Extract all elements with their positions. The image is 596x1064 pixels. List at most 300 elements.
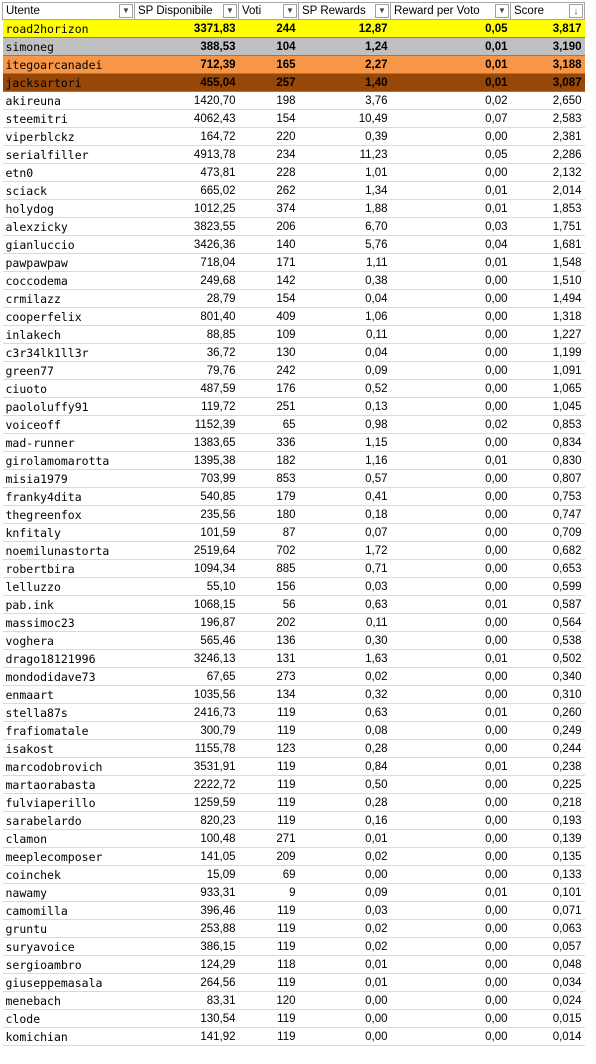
cell-rewards[interactable]: 1,16 xyxy=(299,452,391,470)
cell-score[interactable]: 0,747 xyxy=(511,506,585,524)
cell-rewards[interactable]: 0,98 xyxy=(299,416,391,434)
cell-voti[interactable]: 251 xyxy=(239,398,299,416)
cell-score[interactable]: 0,034 xyxy=(511,974,585,992)
cell-user[interactable]: ciuoto xyxy=(3,380,135,398)
cell-voti[interactable]: 130 xyxy=(239,344,299,362)
cell-rpv[interactable]: 0,00 xyxy=(391,938,511,956)
cell-score[interactable]: 0,249 xyxy=(511,722,585,740)
cell-rpv[interactable]: 0,01 xyxy=(391,650,511,668)
cell-sp[interactable]: 1152,39 xyxy=(135,416,239,434)
cell-sp[interactable]: 130,54 xyxy=(135,1010,239,1028)
cell-voti[interactable]: 119 xyxy=(239,1028,299,1046)
cell-score[interactable]: 0,260 xyxy=(511,704,585,722)
cell-sp[interactable]: 249,68 xyxy=(135,272,239,290)
cell-rewards[interactable]: 11,23 xyxy=(299,146,391,164)
cell-voti[interactable]: 202 xyxy=(239,614,299,632)
cell-rpv[interactable]: 0,00 xyxy=(391,1028,511,1046)
cell-rewards[interactable]: 0,01 xyxy=(299,956,391,974)
cell-voti[interactable]: 118 xyxy=(239,956,299,974)
cell-rewards[interactable]: 1,06 xyxy=(299,308,391,326)
cell-score[interactable]: 0,193 xyxy=(511,812,585,830)
cell-voti[interactable]: 9 xyxy=(239,884,299,902)
cell-voti[interactable]: 336 xyxy=(239,434,299,452)
cell-rpv[interactable]: 0,01 xyxy=(391,596,511,614)
cell-sp[interactable]: 1420,70 xyxy=(135,92,239,110)
cell-rpv[interactable]: 0,01 xyxy=(391,182,511,200)
cell-user[interactable]: serialfiller xyxy=(3,146,135,164)
cell-sp[interactable]: 119,72 xyxy=(135,398,239,416)
cell-rpv[interactable]: 0,01 xyxy=(391,254,511,272)
cell-rewards[interactable]: 2,27 xyxy=(299,56,391,74)
cell-user[interactable]: c3r34lk1ll3r xyxy=(3,344,135,362)
cell-rpv[interactable]: 0,00 xyxy=(391,128,511,146)
cell-voti[interactable]: 273 xyxy=(239,668,299,686)
cell-score[interactable]: 2,014 xyxy=(511,182,585,200)
cell-sp[interactable]: 100,48 xyxy=(135,830,239,848)
cell-score[interactable]: 1,091 xyxy=(511,362,585,380)
cell-voti[interactable]: 176 xyxy=(239,380,299,398)
cell-rewards[interactable]: 1,15 xyxy=(299,434,391,452)
cell-rewards[interactable]: 1,40 xyxy=(299,74,391,92)
cell-score[interactable]: 3,190 xyxy=(511,38,585,56)
cell-rpv[interactable]: 0,00 xyxy=(391,776,511,794)
cell-score[interactable]: 0,135 xyxy=(511,848,585,866)
cell-score[interactable]: 2,650 xyxy=(511,92,585,110)
cell-score[interactable]: 0,599 xyxy=(511,578,585,596)
cell-rewards[interactable]: 0,39 xyxy=(299,128,391,146)
cell-voti[interactable]: 104 xyxy=(239,38,299,56)
cell-sp[interactable]: 28,79 xyxy=(135,290,239,308)
cell-rewards[interactable]: 0,01 xyxy=(299,974,391,992)
cell-score[interactable]: 1,853 xyxy=(511,200,585,218)
cell-user[interactable]: alexzicky xyxy=(3,218,135,236)
cell-voti[interactable]: 119 xyxy=(239,938,299,956)
cell-rpv[interactable]: 0,00 xyxy=(391,542,511,560)
cell-sp[interactable]: 253,88 xyxy=(135,920,239,938)
cell-voti[interactable]: 142 xyxy=(239,272,299,290)
cell-score[interactable]: 0,024 xyxy=(511,992,585,1010)
cell-rewards[interactable]: 1,88 xyxy=(299,200,391,218)
cell-user[interactable]: itegoarcanadei xyxy=(3,56,135,74)
cell-score[interactable]: 0,587 xyxy=(511,596,585,614)
cell-score[interactable]: 0,071 xyxy=(511,902,585,920)
cell-score[interactable]: 0,807 xyxy=(511,470,585,488)
cell-sp[interactable]: 164,72 xyxy=(135,128,239,146)
cell-voti[interactable]: 140 xyxy=(239,236,299,254)
cell-rpv[interactable]: 0,03 xyxy=(391,218,511,236)
cell-user[interactable]: knfitaly xyxy=(3,524,135,542)
cell-score[interactable]: 0,048 xyxy=(511,956,585,974)
cell-sp[interactable]: 396,46 xyxy=(135,902,239,920)
cell-user[interactable]: holydog xyxy=(3,200,135,218)
cell-score[interactable]: 0,502 xyxy=(511,650,585,668)
cell-user[interactable]: stella87s xyxy=(3,704,135,722)
filter-dropdown-icon[interactable]: ▼ xyxy=(119,4,133,18)
cell-rewards[interactable]: 0,71 xyxy=(299,560,391,578)
cell-voti[interactable]: 87 xyxy=(239,524,299,542)
cell-sp[interactable]: 2519,64 xyxy=(135,542,239,560)
cell-score[interactable]: 0,753 xyxy=(511,488,585,506)
cell-voti[interactable]: 119 xyxy=(239,758,299,776)
cell-score[interactable]: 0,538 xyxy=(511,632,585,650)
cell-sp[interactable]: 4913,78 xyxy=(135,146,239,164)
cell-score[interactable]: 2,381 xyxy=(511,128,585,146)
cell-user[interactable]: road2horizon xyxy=(3,20,135,38)
cell-sp[interactable]: 2222,72 xyxy=(135,776,239,794)
cell-sp[interactable]: 386,15 xyxy=(135,938,239,956)
cell-score[interactable]: 2,583 xyxy=(511,110,585,128)
cell-score[interactable]: 1,548 xyxy=(511,254,585,272)
cell-user[interactable]: komichian xyxy=(3,1028,135,1046)
cell-score[interactable]: 2,132 xyxy=(511,164,585,182)
cell-sp[interactable]: 196,87 xyxy=(135,614,239,632)
cell-sp[interactable]: 79,76 xyxy=(135,362,239,380)
cell-score[interactable]: 1,227 xyxy=(511,326,585,344)
cell-voti[interactable]: 228 xyxy=(239,164,299,182)
cell-user[interactable]: drago18121996 xyxy=(3,650,135,668)
cell-rpv[interactable]: 0,00 xyxy=(391,578,511,596)
cell-sp[interactable]: 388,53 xyxy=(135,38,239,56)
cell-rewards[interactable]: 1,34 xyxy=(299,182,391,200)
cell-user[interactable]: simoneg xyxy=(3,38,135,56)
cell-rpv[interactable]: 0,00 xyxy=(391,362,511,380)
cell-rewards[interactable]: 10,49 xyxy=(299,110,391,128)
cell-rpv[interactable]: 0,00 xyxy=(391,506,511,524)
cell-user[interactable]: giuseppemasala xyxy=(3,974,135,992)
cell-voti[interactable]: 220 xyxy=(239,128,299,146)
cell-voti[interactable]: 65 xyxy=(239,416,299,434)
cell-user[interactable]: jacksartori xyxy=(3,74,135,92)
cell-sp[interactable]: 300,79 xyxy=(135,722,239,740)
cell-rpv[interactable]: 0,00 xyxy=(391,560,511,578)
cell-sp[interactable]: 3371,83 xyxy=(135,20,239,38)
cell-user[interactable]: crmilazz xyxy=(3,290,135,308)
cell-score[interactable]: 1,045 xyxy=(511,398,585,416)
cell-voti[interactable]: 853 xyxy=(239,470,299,488)
cell-rewards[interactable]: 1,11 xyxy=(299,254,391,272)
cell-rewards[interactable]: 0,16 xyxy=(299,812,391,830)
cell-rpv[interactable]: 0,00 xyxy=(391,614,511,632)
cell-rpv[interactable]: 0,00 xyxy=(391,830,511,848)
cell-user[interactable]: sciack xyxy=(3,182,135,200)
cell-sp[interactable]: 4062,43 xyxy=(135,110,239,128)
cell-sp[interactable]: 264,56 xyxy=(135,974,239,992)
cell-rewards[interactable]: 0,50 xyxy=(299,776,391,794)
cell-score[interactable]: 0,682 xyxy=(511,542,585,560)
cell-sp[interactable]: 487,59 xyxy=(135,380,239,398)
cell-user[interactable]: fulviaperillo xyxy=(3,794,135,812)
cell-user[interactable]: thegreenfox xyxy=(3,506,135,524)
cell-user[interactable]: misia1979 xyxy=(3,470,135,488)
cell-voti[interactable]: 206 xyxy=(239,218,299,236)
cell-score[interactable]: 1,751 xyxy=(511,218,585,236)
cell-rpv[interactable]: 0,00 xyxy=(391,326,511,344)
cell-user[interactable]: clamon xyxy=(3,830,135,848)
cell-voti[interactable]: 156 xyxy=(239,578,299,596)
cell-rewards[interactable]: 0,03 xyxy=(299,902,391,920)
cell-voti[interactable]: 119 xyxy=(239,920,299,938)
cell-rpv[interactable]: 0,00 xyxy=(391,1010,511,1028)
cell-rewards[interactable]: 0,52 xyxy=(299,380,391,398)
cell-sp[interactable]: 665,02 xyxy=(135,182,239,200)
cell-rewards[interactable]: 1,63 xyxy=(299,650,391,668)
cell-voti[interactable]: 209 xyxy=(239,848,299,866)
cell-user[interactable]: paololuffy91 xyxy=(3,398,135,416)
cell-score[interactable]: 0,015 xyxy=(511,1010,585,1028)
cell-user[interactable]: martaorabasta xyxy=(3,776,135,794)
cell-score[interactable]: 1,065 xyxy=(511,380,585,398)
cell-sp[interactable]: 801,40 xyxy=(135,308,239,326)
filter-dropdown-icon[interactable]: ▼ xyxy=(283,4,297,18)
cell-score[interactable]: 0,564 xyxy=(511,614,585,632)
cell-rewards[interactable]: 0,01 xyxy=(299,830,391,848)
cell-rpv[interactable]: 0,00 xyxy=(391,380,511,398)
cell-score[interactable]: 0,853 xyxy=(511,416,585,434)
cell-sp[interactable]: 933,31 xyxy=(135,884,239,902)
cell-rewards[interactable]: 0,03 xyxy=(299,578,391,596)
cell-sp[interactable]: 88,85 xyxy=(135,326,239,344)
cell-rewards[interactable]: 0,63 xyxy=(299,704,391,722)
cell-rewards[interactable]: 0,38 xyxy=(299,272,391,290)
cell-user[interactable]: lelluzzo xyxy=(3,578,135,596)
cell-sp[interactable]: 3246,13 xyxy=(135,650,239,668)
cell-sp[interactable]: 712,39 xyxy=(135,56,239,74)
filter-dropdown-icon[interactable]: ▼ xyxy=(223,4,237,18)
cell-voti[interactable]: 409 xyxy=(239,308,299,326)
cell-rewards[interactable]: 0,00 xyxy=(299,1028,391,1046)
cell-score[interactable]: 0,225 xyxy=(511,776,585,794)
cell-sp[interactable]: 3531,91 xyxy=(135,758,239,776)
cell-score[interactable]: 0,244 xyxy=(511,740,585,758)
cell-sp[interactable]: 1094,34 xyxy=(135,560,239,578)
cell-voti[interactable]: 109 xyxy=(239,326,299,344)
cell-user[interactable]: girolamomarotta xyxy=(3,452,135,470)
cell-voti[interactable]: 182 xyxy=(239,452,299,470)
cell-rpv[interactable]: 0,01 xyxy=(391,74,511,92)
cell-score[interactable]: 0,139 xyxy=(511,830,585,848)
cell-rewards[interactable]: 0,02 xyxy=(299,920,391,938)
cell-user[interactable]: viperblckz xyxy=(3,128,135,146)
cell-voti[interactable]: 171 xyxy=(239,254,299,272)
cell-voti[interactable]: 119 xyxy=(239,974,299,992)
cell-rpv[interactable]: 0,01 xyxy=(391,758,511,776)
cell-user[interactable]: robertbira xyxy=(3,560,135,578)
cell-score[interactable]: 0,340 xyxy=(511,668,585,686)
cell-rpv[interactable]: 0,00 xyxy=(391,488,511,506)
cell-user[interactable]: clode xyxy=(3,1010,135,1028)
cell-voti[interactable]: 242 xyxy=(239,362,299,380)
cell-rpv[interactable]: 0,02 xyxy=(391,416,511,434)
cell-voti[interactable]: 154 xyxy=(239,290,299,308)
cell-user[interactable]: mondodidave73 xyxy=(3,668,135,686)
cell-rpv[interactable]: 0,01 xyxy=(391,38,511,56)
cell-rewards[interactable]: 0,02 xyxy=(299,848,391,866)
cell-voti[interactable]: 179 xyxy=(239,488,299,506)
cell-voti[interactable]: 262 xyxy=(239,182,299,200)
cell-voti[interactable]: 885 xyxy=(239,560,299,578)
cell-sp[interactable]: 565,46 xyxy=(135,632,239,650)
cell-sp[interactable]: 124,29 xyxy=(135,956,239,974)
cell-user[interactable]: voiceoff xyxy=(3,416,135,434)
cell-rewards[interactable]: 0,57 xyxy=(299,470,391,488)
cell-rpv[interactable]: 0,01 xyxy=(391,452,511,470)
cell-user[interactable]: akireuna xyxy=(3,92,135,110)
cell-score[interactable]: 0,310 xyxy=(511,686,585,704)
cell-voti[interactable]: 131 xyxy=(239,650,299,668)
cell-voti[interactable]: 119 xyxy=(239,722,299,740)
cell-sp[interactable]: 1155,78 xyxy=(135,740,239,758)
cell-voti[interactable]: 123 xyxy=(239,740,299,758)
cell-user[interactable]: nawamy xyxy=(3,884,135,902)
cell-score[interactable]: 0,830 xyxy=(511,452,585,470)
cell-score[interactable]: 3,817 xyxy=(511,20,585,38)
cell-rewards[interactable]: 12,87 xyxy=(299,20,391,38)
cell-rpv[interactable]: 0,00 xyxy=(391,272,511,290)
cell-score[interactable]: 0,834 xyxy=(511,434,585,452)
cell-rewards[interactable]: 0,63 xyxy=(299,596,391,614)
cell-voti[interactable]: 180 xyxy=(239,506,299,524)
cell-rpv[interactable]: 0,01 xyxy=(391,56,511,74)
cell-rewards[interactable]: 0,08 xyxy=(299,722,391,740)
cell-score[interactable]: 3,188 xyxy=(511,56,585,74)
cell-rewards[interactable]: 1,72 xyxy=(299,542,391,560)
cell-user[interactable]: green77 xyxy=(3,362,135,380)
cell-rewards[interactable]: 3,76 xyxy=(299,92,391,110)
cell-score[interactable]: 0,218 xyxy=(511,794,585,812)
cell-score[interactable]: 1,681 xyxy=(511,236,585,254)
cell-user[interactable]: franky4dita xyxy=(3,488,135,506)
cell-sp[interactable]: 101,59 xyxy=(135,524,239,542)
cell-voti[interactable]: 119 xyxy=(239,794,299,812)
cell-user[interactable]: meeplecomposer xyxy=(3,848,135,866)
cell-voti[interactable]: 119 xyxy=(239,812,299,830)
cell-rpv[interactable]: 0,00 xyxy=(391,398,511,416)
cell-voti[interactable]: 198 xyxy=(239,92,299,110)
cell-voti[interactable]: 702 xyxy=(239,542,299,560)
filter-dropdown-icon[interactable]: ▼ xyxy=(375,4,389,18)
cell-sp[interactable]: 718,04 xyxy=(135,254,239,272)
cell-rewards[interactable]: 0,13 xyxy=(299,398,391,416)
cell-score[interactable]: 0,238 xyxy=(511,758,585,776)
cell-voti[interactable]: 119 xyxy=(239,902,299,920)
cell-sp[interactable]: 1395,38 xyxy=(135,452,239,470)
cell-rpv[interactable]: 0,02 xyxy=(391,92,511,110)
cell-score[interactable]: 0,063 xyxy=(511,920,585,938)
cell-sp[interactable]: 3426,36 xyxy=(135,236,239,254)
cell-user[interactable]: inlakech xyxy=(3,326,135,344)
cell-voti[interactable]: 119 xyxy=(239,1010,299,1028)
cell-rewards[interactable]: 0,18 xyxy=(299,506,391,524)
cell-rpv[interactable]: 0,00 xyxy=(391,668,511,686)
cell-score[interactable]: 0,133 xyxy=(511,866,585,884)
cell-rpv[interactable]: 0,07 xyxy=(391,110,511,128)
cell-rewards[interactable]: 0,00 xyxy=(299,866,391,884)
cell-voti[interactable]: 374 xyxy=(239,200,299,218)
cell-rewards[interactable]: 1,01 xyxy=(299,164,391,182)
cell-rewards[interactable]: 0,41 xyxy=(299,488,391,506)
cell-rewards[interactable]: 0,00 xyxy=(299,1010,391,1028)
cell-user[interactable]: camomilla xyxy=(3,902,135,920)
cell-sp[interactable]: 1259,59 xyxy=(135,794,239,812)
cell-rpv[interactable]: 0,04 xyxy=(391,236,511,254)
cell-score[interactable]: 1,199 xyxy=(511,344,585,362)
cell-user[interactable]: isakost xyxy=(3,740,135,758)
cell-score[interactable]: 0,057 xyxy=(511,938,585,956)
cell-rpv[interactable]: 0,00 xyxy=(391,902,511,920)
cell-user[interactable]: frafiomatale xyxy=(3,722,135,740)
cell-rewards[interactable]: 5,76 xyxy=(299,236,391,254)
cell-sp[interactable]: 67,65 xyxy=(135,668,239,686)
cell-rpv[interactable]: 0,00 xyxy=(391,632,511,650)
cell-rewards[interactable]: 0,28 xyxy=(299,794,391,812)
cell-rpv[interactable]: 0,00 xyxy=(391,920,511,938)
cell-sp[interactable]: 820,23 xyxy=(135,812,239,830)
cell-rewards[interactable]: 0,00 xyxy=(299,992,391,1010)
cell-score[interactable]: 0,014 xyxy=(511,1028,585,1046)
cell-rpv[interactable]: 0,00 xyxy=(391,866,511,884)
cell-sp[interactable]: 141,92 xyxy=(135,1028,239,1046)
cell-rewards[interactable]: 0,07 xyxy=(299,524,391,542)
cell-score[interactable]: 1,318 xyxy=(511,308,585,326)
cell-rpv[interactable]: 0,01 xyxy=(391,704,511,722)
cell-voti[interactable]: 56 xyxy=(239,596,299,614)
cell-rewards[interactable]: 0,04 xyxy=(299,344,391,362)
cell-rpv[interactable]: 0,01 xyxy=(391,200,511,218)
cell-sp[interactable]: 55,10 xyxy=(135,578,239,596)
cell-rewards[interactable]: 0,02 xyxy=(299,938,391,956)
cell-voti[interactable]: 134 xyxy=(239,686,299,704)
cell-sp[interactable]: 1383,65 xyxy=(135,434,239,452)
cell-sp[interactable]: 1068,15 xyxy=(135,596,239,614)
cell-rpv[interactable]: 0,00 xyxy=(391,722,511,740)
cell-rewards[interactable]: 0,28 xyxy=(299,740,391,758)
cell-rewards[interactable]: 1,24 xyxy=(299,38,391,56)
filter-dropdown-icon[interactable]: ▼ xyxy=(495,4,509,18)
cell-score[interactable]: 0,101 xyxy=(511,884,585,902)
cell-rewards[interactable]: 0,11 xyxy=(299,614,391,632)
cell-voti[interactable]: 165 xyxy=(239,56,299,74)
cell-score[interactable]: 3,087 xyxy=(511,74,585,92)
cell-user[interactable]: pab.ink xyxy=(3,596,135,614)
cell-user[interactable]: enmaart xyxy=(3,686,135,704)
cell-voti[interactable]: 257 xyxy=(239,74,299,92)
cell-rewards[interactable]: 0,30 xyxy=(299,632,391,650)
cell-sp[interactable]: 83,31 xyxy=(135,992,239,1010)
cell-user[interactable]: voghera xyxy=(3,632,135,650)
cell-sp[interactable]: 141,05 xyxy=(135,848,239,866)
cell-sp[interactable]: 15,09 xyxy=(135,866,239,884)
cell-sp[interactable]: 1035,56 xyxy=(135,686,239,704)
cell-voti[interactable]: 120 xyxy=(239,992,299,1010)
cell-rewards[interactable]: 6,70 xyxy=(299,218,391,236)
cell-rpv[interactable]: 0,00 xyxy=(391,794,511,812)
cell-user[interactable]: steemitri xyxy=(3,110,135,128)
cell-rpv[interactable]: 0,00 xyxy=(391,848,511,866)
cell-user[interactable]: massimoc23 xyxy=(3,614,135,632)
cell-user[interactable]: gruntu xyxy=(3,920,135,938)
cell-score[interactable]: 2,286 xyxy=(511,146,585,164)
cell-user[interactable]: gianluccio xyxy=(3,236,135,254)
cell-rpv[interactable]: 0,00 xyxy=(391,992,511,1010)
cell-rpv[interactable]: 0,00 xyxy=(391,308,511,326)
cell-voti[interactable]: 136 xyxy=(239,632,299,650)
cell-user[interactable]: sergioambro xyxy=(3,956,135,974)
cell-user[interactable]: suryavoice xyxy=(3,938,135,956)
cell-voti[interactable]: 119 xyxy=(239,776,299,794)
cell-sp[interactable]: 36,72 xyxy=(135,344,239,362)
cell-rpv[interactable]: 0,00 xyxy=(391,290,511,308)
cell-sp[interactable]: 703,99 xyxy=(135,470,239,488)
